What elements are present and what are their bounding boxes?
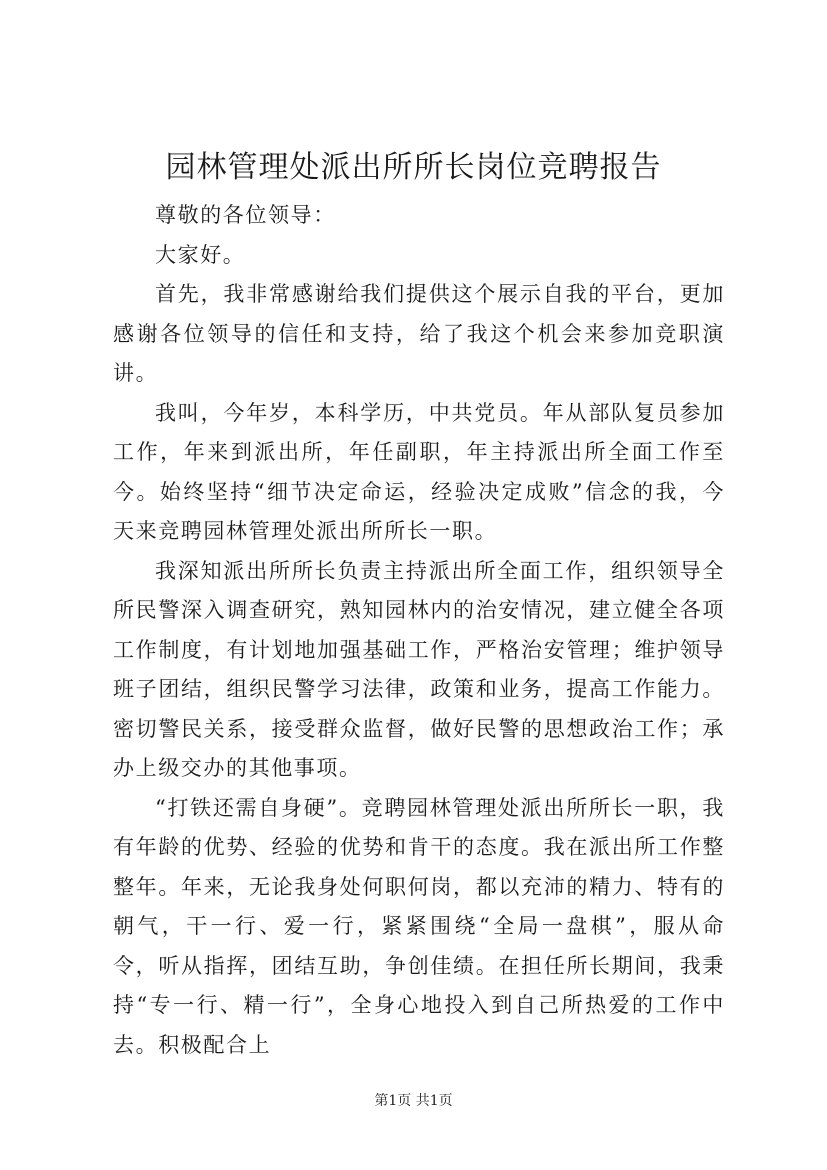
greeting: 大家好。 [155, 242, 246, 267]
paragraph: 首先，我非常感谢给我们提供这个展示自我的平台，更加感谢各位领导的信任和支持，给了我这个机会来参加竞职演讲。 [113, 282, 725, 385]
document-body [113, 196, 725, 1065]
page-footer: 第1页 共1页 [374, 1093, 453, 1109]
salutation: 尊敬的各位领导： [155, 203, 336, 227]
paragraph: “打铁还需自身硬”。竞聘园林管理处派出所所长一职，我有年龄的优势、经验的优势和肯干的态度。我在派出所工作整整年。年来，无论我身处何职何岗，都以充沛的精力、特有的朝气，干一行、爱一行，紧紧围绕“全局一盘棋”，服从命令，听从指挥，团结互助，争创佳绩。在担任所长期间，我秉持“专一行、精一行”，全身心地投入到自己所热爱的工作中去。积极配合上 [113, 795, 725, 1057]
paragraph: 我叫，今年岁，本科学历，中共党员。年从部队复员参加工作，年来到派出所，年任副职，年主持派出所全面工作至今。始终坚持“细节决定命运，经验决定成败”信念的我，今天来竞聘园林管理处派出所所长一职。 [113, 400, 725, 543]
document-title: 园林管理处派出所所长岗位竞聘报告 [165, 150, 662, 185]
paragraph: 我深知派出所所长负责主持派出所全面工作，组织领导全所民警深入调查研究，熟知园林内的治安情况，建立健全各项工作制度，有计划地加强基础工作，严格治安管理；维护领导班子团结，组织民警学习法律，政策和业务，提高工作能力。密切警民关系，接受群众监督，做好民警的思想政治工作；承办上级交办的其他事项。 [113, 558, 725, 780]
